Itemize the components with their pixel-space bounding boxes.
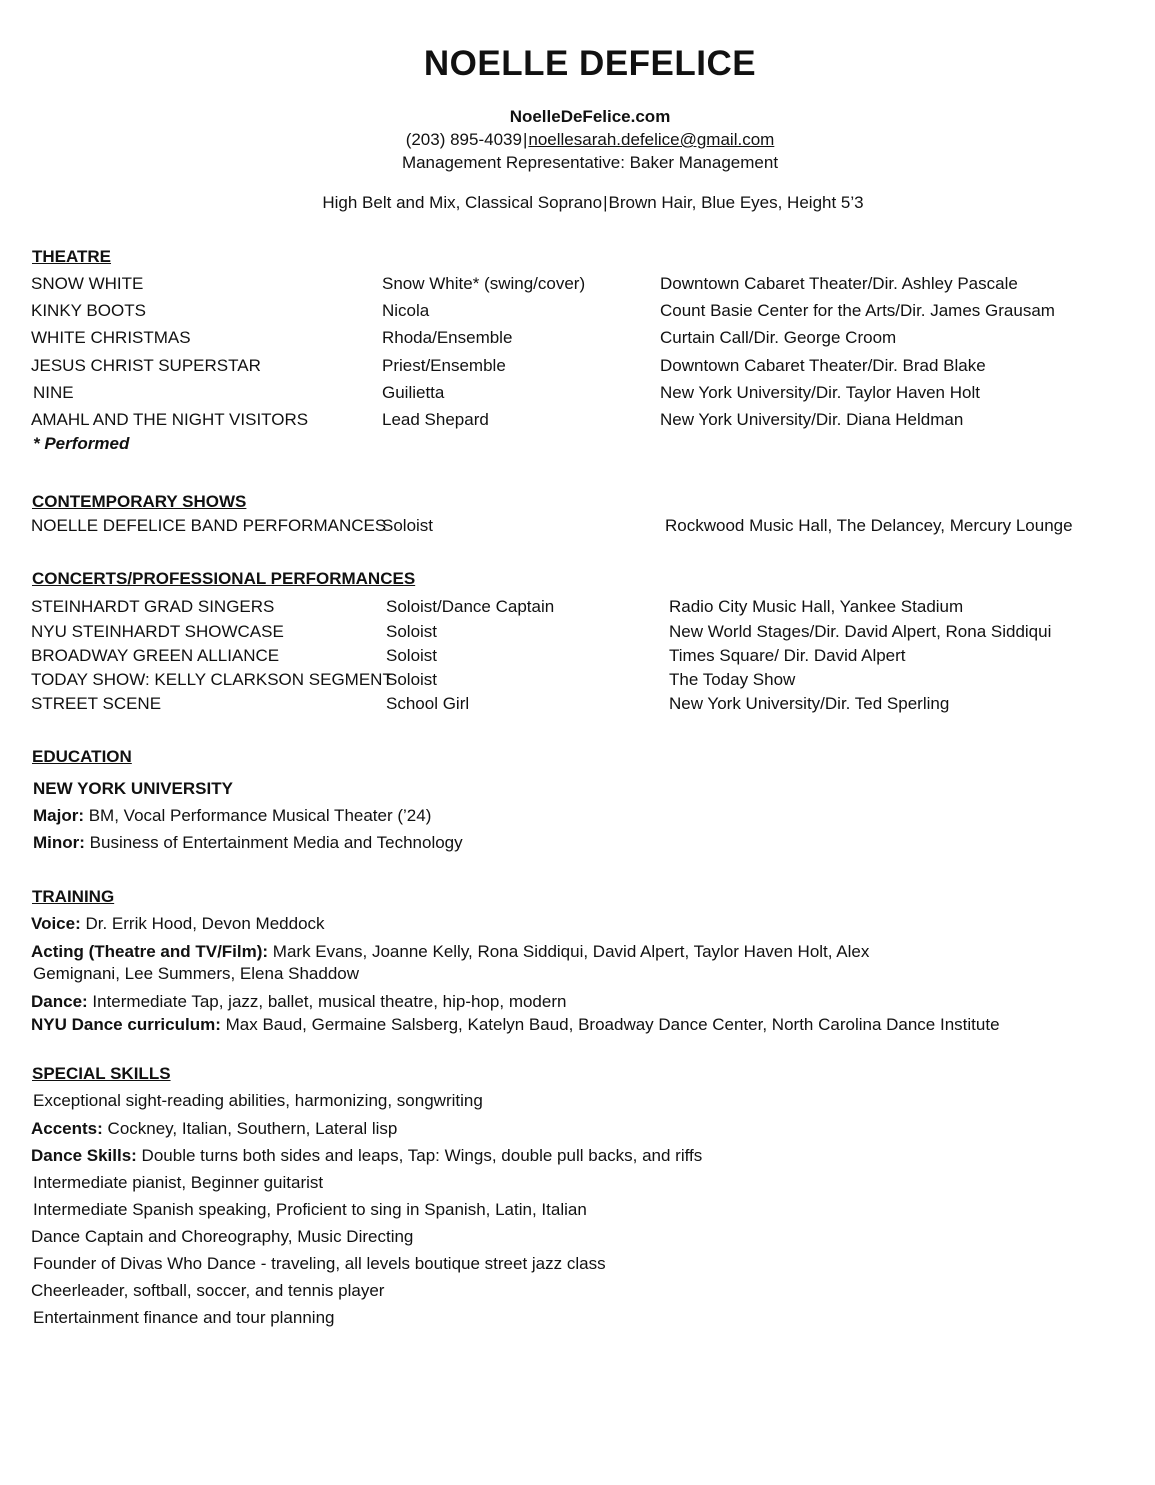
show-title: TODAY SHOW: KELLY CLARKSON SEGMENT (31, 670, 393, 689)
accents-label: Accents: (31, 1119, 103, 1138)
table-row (0, 275, 1155, 297)
table-row (0, 384, 1155, 406)
concerts-heading: CONCERTS/PROFESSIONAL PERFORMANCES (32, 569, 416, 588)
role: Rhoda/Ensemble (382, 328, 513, 347)
show-title: WHITE CHRISTMAS (31, 328, 191, 347)
venue: Count Basie Center for the Arts/Dir. James Grausam (660, 301, 1055, 320)
show-title: JESUS CHRIST SUPERSTAR (31, 356, 261, 375)
dance-skills-label: Dance Skills: (31, 1146, 137, 1165)
separator: | (522, 130, 528, 149)
skill-item: Entertainment finance and tour planning (33, 1308, 335, 1327)
table-row (0, 517, 1155, 539)
table-row (0, 411, 1155, 433)
skill-item: Intermediate pianist, Beginner guitarist (33, 1173, 324, 1192)
theatre-heading: THEATRE (32, 247, 112, 266)
show-title: AMAHL AND THE NIGHT VISITORS (31, 410, 309, 429)
minor-label: Minor: (33, 833, 85, 852)
role: Guilietta (382, 383, 445, 402)
minor-value: Business of Entertainment Media and Technology (84, 833, 463, 852)
role: Soloist/Dance Captain (386, 597, 555, 616)
appearance: Brown Hair, Blue Eyes, Height 5’3 (608, 193, 864, 212)
role: Lead Shepard (382, 410, 489, 429)
venue: New York University/Dir. Taylor Haven Holt (660, 383, 980, 402)
role: Nicola (382, 301, 430, 320)
table-row (0, 671, 1155, 693)
role: Soloist (386, 670, 438, 689)
training-heading: TRAINING (32, 887, 115, 906)
contact-line (0, 131, 1155, 148)
dance-label: Dance: (31, 992, 88, 1011)
show-title: STREET SCENE (31, 694, 162, 713)
show-title: NYU STEINHARDT SHOWCASE (31, 622, 284, 641)
accents-line (31, 1120, 397, 1137)
skill-item: Exceptional sight-reading abilities, harmonizing, songwriting (33, 1091, 483, 1110)
table-row (0, 647, 1155, 669)
dance-skills-line (31, 1147, 702, 1164)
voice-line (31, 915, 325, 932)
contemporary-heading: CONTEMPORARY SHOWS (32, 492, 247, 511)
education-heading: EDUCATION (32, 747, 132, 766)
acting-line (31, 943, 869, 960)
major-value: BM, Vocal Performance Musical Theater (’24) (84, 806, 432, 825)
venue: Downtown Cabaret Theater/Dir. Ashley Pascale (660, 274, 1018, 293)
venue: Curtain Call/Dir. George Croom (660, 328, 897, 347)
voice-label: Voice: (31, 914, 81, 933)
venue: Radio City Music Hall, Yankee Stadium (669, 597, 964, 616)
role: Soloist (386, 646, 438, 665)
venue: New World Stages/Dir. David Alpert, Rona Siddiqui (669, 622, 1052, 641)
show-title: BROADWAY GREEN ALLIANCE (31, 646, 280, 665)
performed-note: * Performed (33, 434, 130, 453)
venue: Downtown Cabaret Theater/Dir. Brad Blake (660, 356, 986, 375)
phone: (203) 895-4039 (405, 130, 522, 149)
venue: Times Square/ Dir. David Alpert (669, 646, 906, 665)
voice-value: Dr. Errik Hood, Devon Meddock (80, 914, 325, 933)
separator: | (603, 193, 608, 212)
show-title: SNOW WHITE (31, 274, 144, 293)
venue: New York University/Dir. Diana Heldman (660, 410, 964, 429)
role: School Girl (386, 694, 470, 713)
attributes-line (0, 194, 1155, 211)
nyu-dance-line (31, 1016, 1000, 1033)
email-link[interactable]: noellesarah.defelice@gmail.com (528, 130, 775, 149)
show-title: NOELLE DEFELICE BAND PERFORMANCES (31, 516, 387, 535)
skills-heading: SPECIAL SKILLS (32, 1064, 171, 1083)
role: Priest/Ensemble (382, 356, 506, 375)
major-label: Major: (33, 806, 84, 825)
show-title: NINE (33, 383, 74, 402)
role: Soloist (386, 622, 438, 641)
acting-line-continued: Gemignani, Lee Summers, Elena Shaddow (33, 964, 360, 983)
table-row (0, 598, 1155, 620)
role: Snow White* (swing/cover) (382, 274, 586, 293)
table-row (0, 357, 1155, 379)
dance-skills-value: Double turns both sides and leaps, Tap: Wings, double pull backs, and riffs (136, 1146, 703, 1165)
acting-value: Mark Evans, Joanne Kelly, Rona Siddiqui, David Alpert, Taylor Haven Holt, Alex (268, 942, 870, 961)
table-row (0, 329, 1155, 351)
website[interactable]: NoelleDeFelice.com (509, 107, 671, 126)
show-title: STEINHARDT GRAD SINGERS (31, 597, 275, 616)
skill-item: Cheerleader, softball, soccer, and tennis player (31, 1281, 385, 1300)
acting-label: Acting (Theatre and TV/Film): (31, 942, 269, 961)
dance-value: Intermediate Tap, jazz, ballet, musical theatre, hip-hop, modern (87, 992, 567, 1011)
minor-line (33, 834, 463, 851)
table-row (0, 302, 1155, 324)
accents-value: Cockney, Italian, Southern, Lateral lisp (102, 1119, 398, 1138)
venue: The Today Show (669, 670, 796, 689)
vocal-range: High Belt and Mix, Classical Soprano (322, 193, 603, 212)
skill-item: Intermediate Spanish speaking, Proficient to sing in Spanish, Latin, Italian (33, 1200, 587, 1219)
resume-name: NOELLE DEFELICE (423, 44, 757, 83)
role: Soloist (382, 516, 434, 535)
skill-item: Founder of Divas Who Dance - traveling, all levels boutique street jazz class (33, 1254, 606, 1273)
venue: Rockwood Music Hall, The Delancey, Mercury Lounge (665, 516, 1073, 535)
major-line (33, 807, 431, 824)
dance-line (31, 993, 566, 1010)
nyu-dance-value: Max Baud, Germaine Salsberg, Katelyn Baud, Broadway Dance Center, North Carolina Dance Institute (220, 1015, 1000, 1034)
table-row (0, 695, 1155, 717)
nyu-dance-label: NYU Dance curriculum: (31, 1015, 221, 1034)
school-name: NEW YORK UNIVERSITY (33, 779, 233, 798)
table-row (0, 623, 1155, 645)
skill-item: Dance Captain and Choreography, Music Directing (31, 1227, 414, 1246)
venue: New York University/Dir. Ted Sperling (669, 694, 950, 713)
management-line: Management Representative: Baker Management (401, 153, 779, 172)
show-title: KINKY BOOTS (31, 301, 146, 320)
